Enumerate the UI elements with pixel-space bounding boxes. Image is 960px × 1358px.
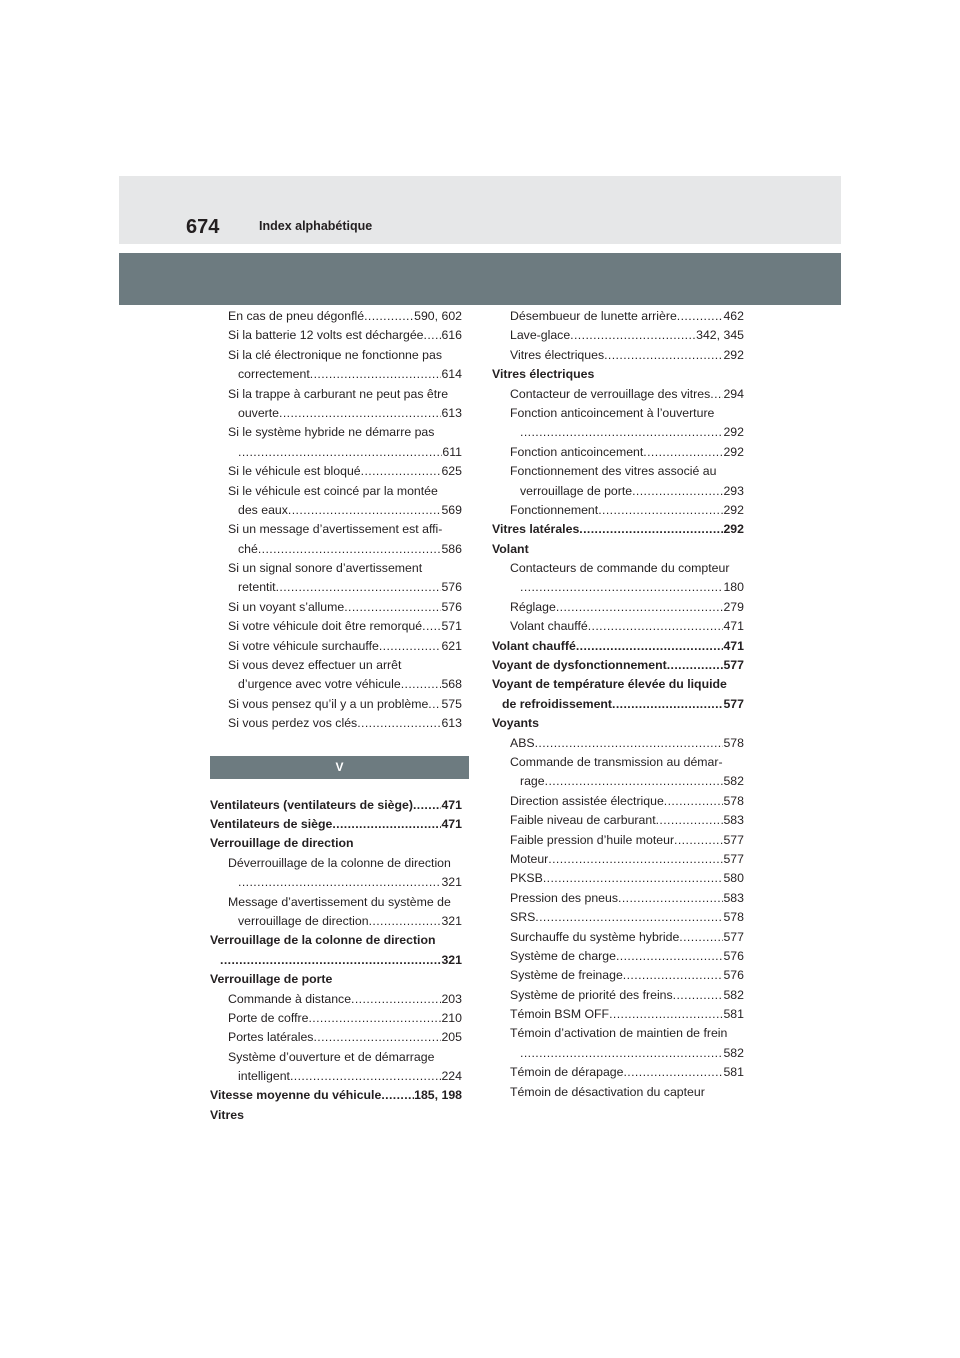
index-entry (492, 346, 744, 365)
index-entry (492, 695, 744, 714)
index-entry-page: 611 (442, 444, 462, 459)
index-entry-label: Si le système hybride ne démarre pas (228, 425, 435, 440)
index-entry-page: 321 (441, 913, 462, 928)
index-entry-page: 293 (723, 483, 744, 498)
index-entry-page: 613 (441, 405, 462, 420)
index-entry (210, 482, 462, 501)
leader-dots (351, 990, 441, 1009)
index-entry-label: Si la trappe à carburant ne peut pas être (228, 386, 449, 401)
index-entry-label: Désembueur de lunette arrière (510, 309, 677, 323)
index-entry-label: Si le véhicule est bloqué (228, 464, 361, 479)
index-list-right (492, 307, 744, 1102)
index-entry-page: 578 (723, 793, 744, 808)
index-entry-page: 576 (723, 948, 744, 963)
index-entry-label: Fonction anticoincement (510, 444, 644, 459)
index-entry-page: 576 (441, 599, 462, 614)
leader-dots (673, 986, 724, 1005)
index-entry-label: Réglage (510, 599, 556, 614)
index-list-left-bottom (210, 796, 462, 1126)
leader-dots (520, 423, 723, 442)
index-entry (210, 443, 462, 462)
index-entry (210, 346, 462, 365)
index-entry-label: Système de charge (510, 948, 616, 963)
index-entry-page: 321 (441, 875, 462, 890)
leader-dots (276, 578, 442, 597)
index-entry-label: des eaux (238, 502, 288, 517)
leader-dots (545, 772, 724, 791)
leader-dots (679, 928, 723, 947)
leader-dots (520, 1044, 723, 1063)
index-entry (492, 482, 744, 501)
index-entry-page: 203 (441, 991, 462, 1006)
index-entry-label: PKSB (510, 871, 543, 886)
index-entry-label: verrouillage de porte (520, 483, 633, 498)
index-entry (210, 462, 462, 481)
index-entry-label: Système de priorité des freins (510, 987, 673, 1002)
index-entry (492, 365, 744, 384)
index-entry-label: Contacteurs de commande du compteur (510, 561, 730, 576)
leader-dots (623, 1063, 723, 1082)
index-entry (210, 540, 462, 559)
leader-dots (710, 385, 723, 404)
index-entry (210, 520, 462, 539)
index-entry (210, 307, 462, 326)
index-entry-label: Vitres électriques (492, 367, 595, 382)
leader-dots (424, 326, 442, 345)
index-entry-label: Faible pression d’huile moteur (510, 832, 675, 847)
index-entry-page: 205 (441, 1030, 462, 1045)
index-entry-page: 613 (441, 716, 462, 731)
leader-dots (220, 951, 441, 970)
leader-dots (598, 501, 723, 520)
index-entry-label: d’urgence avec votre véhicule (238, 677, 401, 692)
index-entry (492, 869, 744, 888)
index-entry-label: Si vous perdez vos clés (228, 716, 358, 731)
index-entry (210, 912, 462, 931)
leader-dots (604, 346, 723, 365)
index-entry-page: 292 (723, 347, 744, 362)
leader-dots (428, 695, 441, 714)
leader-dots (548, 850, 723, 869)
index-entry-page: 577 (723, 696, 744, 711)
index-entry-label: Pression des pneus (510, 890, 619, 905)
index-entry-label: Portes latérales (228, 1030, 314, 1045)
index-entry-page: 568 (441, 677, 462, 692)
index-entry-label: Volant chauffé (510, 619, 588, 634)
leader-dots (258, 540, 442, 559)
index-entry (492, 928, 744, 947)
index-entry (210, 970, 462, 989)
leader-dots (361, 462, 442, 481)
index-entry-page: 577 (723, 832, 744, 847)
index-entry-label: Si la clé électronique ne fonctionne pas (228, 347, 442, 362)
index-entry (210, 796, 462, 815)
index-entry (492, 423, 744, 442)
index-entry-label: Porte de coffre (228, 1010, 309, 1025)
index-entry (492, 831, 744, 850)
index-entry-page: 471 (441, 797, 462, 812)
index-entry-page: 180 (723, 580, 744, 595)
index-entry-page: 571 (441, 619, 462, 634)
index-entry (210, 714, 462, 733)
leader-dots (570, 326, 696, 345)
index-entry-page: 577 (723, 929, 744, 944)
index-entry (492, 889, 744, 908)
index-entry-page: 577 (723, 658, 744, 673)
index-entry (210, 675, 462, 694)
index-entry (492, 1024, 744, 1043)
index-entry-label: Direction assistée électrique (510, 793, 664, 808)
index-entry-label: Si votre véhicule surchauffe (228, 638, 379, 653)
index-entry (492, 637, 744, 656)
index-entry-label: de refroidissement (502, 696, 613, 711)
index-entry-page: 583 (723, 813, 744, 828)
leader-dots (535, 908, 723, 927)
index-entry (210, 990, 462, 1009)
index-entry-label: Commande à distance (228, 991, 352, 1006)
index-entry (210, 1067, 462, 1086)
leader-dots (238, 443, 442, 462)
leader-dots (290, 1067, 442, 1086)
index-entry (492, 578, 744, 597)
index-entry (210, 951, 462, 970)
index-entry (492, 792, 744, 811)
index-entry-page: 569 (441, 502, 462, 517)
index-entry-page: 576 (723, 968, 744, 983)
index-entry (210, 1106, 462, 1125)
index-entry-label: Voyant de température élevée du liquide (492, 677, 727, 692)
index-entry (210, 1009, 462, 1028)
index-entry (492, 714, 744, 733)
index-entry (492, 1063, 744, 1082)
index-entry (210, 656, 462, 675)
index-entry-label: correctement (238, 367, 310, 382)
index-entry-page: 582 (723, 774, 744, 789)
index-entry (492, 307, 744, 326)
index-entry-label: Verrouillage de la colonne de direction (210, 933, 436, 948)
index-entry (210, 637, 462, 656)
index-entry (210, 1048, 462, 1067)
index-entry-label: Vitres électriques (510, 347, 605, 362)
leader-dots (556, 598, 724, 617)
index-entry (210, 873, 462, 892)
index-entry-label: Système d’ouverture et de démarrage (228, 1049, 435, 1064)
leader-dots (381, 1086, 414, 1105)
index-entry (492, 656, 744, 675)
index-entry-label: verrouillage de direction (238, 913, 369, 928)
index-entry (492, 1005, 744, 1024)
index-entry (210, 501, 462, 520)
index-entry (492, 908, 744, 927)
leader-dots (656, 811, 724, 830)
index-entry-page: 471 (723, 619, 744, 634)
leader-dots (543, 869, 724, 888)
leader-dots (643, 443, 723, 462)
index-entry-page: 471 (723, 638, 744, 653)
index-entry (210, 1028, 462, 1047)
index-entry-page: 578 (723, 735, 744, 750)
index-entry-label: En cas de pneu dégonflé (228, 309, 365, 323)
index-entry (210, 598, 462, 617)
index-entry-page: 210 (441, 1010, 462, 1025)
leader-dots (623, 966, 724, 985)
index-entry (210, 893, 462, 912)
index-entry-page: 342, 345 (696, 328, 744, 343)
index-entry (492, 404, 744, 423)
index-entry-page: 185, 198 (414, 1088, 462, 1103)
index-entry-label: Si votre véhicule doit être remorqué (228, 619, 423, 634)
index-entry (210, 854, 462, 873)
index-entry (210, 365, 462, 384)
leader-dots (369, 912, 442, 931)
leader-dots (357, 714, 441, 733)
index-entry (210, 1086, 462, 1105)
index-entry (210, 423, 462, 442)
leader-dots (310, 365, 442, 384)
leader-dots (667, 656, 724, 675)
index-entry-page: 582 (723, 1045, 744, 1060)
index-entry-label: Vitesse moyenne du véhicule (210, 1088, 382, 1103)
index-entry-label: Voyants (492, 716, 539, 731)
index-entry-label: Fonction anticoincement à l’ouverture (510, 405, 715, 420)
index-entry (492, 947, 744, 966)
index-entry (492, 966, 744, 985)
index-entry-label: Message d’avertissement du système de (228, 894, 451, 909)
leader-dots (308, 1009, 441, 1028)
leader-dots (618, 889, 723, 908)
index-entry-label: intelligent (238, 1069, 290, 1084)
index-entry-label: Fonctionnement (510, 502, 599, 517)
index-entry (210, 326, 462, 345)
index-entry-page: 292 (723, 444, 744, 459)
index-entry (210, 617, 462, 636)
index-entry-page: 586 (441, 541, 462, 556)
index-entry-page: 621 (441, 638, 462, 653)
leader-dots (364, 307, 414, 326)
index-entry-label: Lave-glace (510, 328, 571, 343)
leader-dots (344, 598, 441, 617)
index-entry-page: 321 (441, 952, 462, 967)
header-band (119, 253, 841, 305)
index-entry-page: 614 (441, 367, 462, 382)
index-entry-page: 292 (723, 522, 744, 537)
leader-dots (535, 734, 724, 753)
index-entry (210, 834, 462, 853)
index-entry-label: Déverrouillage de la colonne de direction (228, 855, 451, 870)
index-entry (210, 815, 462, 834)
index-entry-label: Témoin BSM OFF (510, 1007, 610, 1022)
leader-dots (279, 404, 441, 423)
index-entry-page: 616 (441, 328, 462, 343)
index-entry-label: rage (520, 774, 545, 789)
index-entry-page: 580 (723, 871, 744, 886)
header-bar (119, 176, 841, 244)
leader-dots (288, 501, 442, 520)
index-entry-label: Vitres (210, 1107, 244, 1122)
index-entry-page: 578 (723, 910, 744, 925)
index-entry-page: 292 (723, 425, 744, 440)
leader-dots (632, 482, 723, 501)
index-entry-label: Surchauffe du système hybride (510, 929, 680, 944)
index-entry-page: 582 (723, 987, 744, 1002)
index-entry (492, 986, 744, 1005)
index-entry-label: Si le véhicule est coincé par la montée (228, 483, 438, 498)
leader-dots (588, 617, 724, 636)
index-entry-label: Témoin d’activation de maintien de frein (510, 1026, 728, 1041)
index-entry (492, 617, 744, 636)
index-entry (210, 931, 462, 950)
index-entry (492, 598, 744, 617)
index-entry-label: Témoin de dérapage (510, 1065, 624, 1080)
index-entry-label: Fonctionnement des vitres associé au (510, 464, 717, 479)
index-entry-label: Volant chauffé (492, 638, 576, 653)
leader-dots (332, 815, 441, 834)
index-entry-page: 583 (723, 890, 744, 905)
index-entry-label: ABS (510, 735, 535, 750)
index-entry (492, 850, 744, 869)
index-entry-label: Si un voyant s’allume (228, 599, 345, 614)
index-entry-page: 279 (723, 599, 744, 614)
index-entry (492, 811, 744, 830)
index-entry-page: 294 (723, 386, 744, 401)
index-entry-page: 625 (441, 464, 462, 479)
index-entry-label: Ventilateurs (ventilateurs de siège) (210, 797, 413, 812)
page-number: 674 (186, 216, 220, 238)
index-entry-label: Si un signal sonore d’avertissement (228, 561, 423, 576)
index-entry (210, 559, 462, 578)
index-entry-page: 576 (441, 580, 462, 595)
index-entry-label: Commande de transmission au démar- (510, 754, 723, 769)
leader-dots (674, 831, 723, 850)
leader-dots (612, 695, 723, 714)
index-entry-label: Si la batterie 12 volts est déchargée (228, 328, 424, 343)
index-entry (492, 501, 744, 520)
index-entry-page: 590, 602 (414, 309, 462, 323)
index-entry (492, 1044, 744, 1063)
index-entry (492, 462, 744, 481)
index-list-left-top (210, 307, 462, 734)
index-entry-label: Contacteur de verrouillage des vitres (510, 386, 711, 401)
index-entry-page: 471 (441, 816, 462, 831)
index-entry-label: Vitres latérales (492, 522, 580, 537)
index-column-left (210, 307, 462, 1125)
page-title: Index alphabétique (259, 219, 373, 233)
index-entry-label: ché (238, 541, 258, 556)
index-entry-page: 581 (723, 1065, 744, 1080)
index-entry-label: Système de freinage (510, 968, 623, 983)
leader-dots (579, 520, 723, 539)
index-entry-label: retentit (238, 580, 276, 595)
index-entry (492, 675, 744, 694)
index-entry-page: 462 (723, 309, 744, 323)
index-entry-label: Si un message d’avertissement est affi- (228, 522, 443, 537)
leader-dots (379, 637, 442, 656)
index-entry-label: Moteur (510, 851, 549, 866)
index-entry-page: 577 (723, 851, 744, 866)
index-entry-label: Volant (492, 541, 529, 556)
leader-dots (413, 796, 441, 815)
index-entry (492, 520, 744, 539)
leader-dots (422, 617, 441, 636)
index-entry-page: 292 (723, 502, 744, 517)
leader-dots (677, 307, 724, 326)
index-column-right (492, 307, 744, 1102)
index-entry-label: Si vous pensez qu’il y a un problème (228, 696, 429, 711)
index-entry (492, 1083, 744, 1102)
index-entry-page: 581 (723, 1007, 744, 1022)
leader-dots (609, 1005, 723, 1024)
index-entry (210, 578, 462, 597)
index-entry (492, 540, 744, 559)
index-entry (492, 385, 744, 404)
index-entry-label: Voyant de dysfonctionnement (492, 658, 667, 673)
index-entry-label: Faible niveau de carburant (510, 813, 656, 828)
index-entry (492, 753, 744, 772)
leader-dots (576, 637, 724, 656)
index-entry-label: ouverte (238, 405, 280, 420)
index-entry (492, 443, 744, 462)
index-entry-page: 575 (441, 696, 462, 711)
index-entry-label: Verrouillage de porte (210, 972, 333, 987)
leader-dots (401, 675, 442, 694)
index-entry (210, 695, 462, 714)
index-entry-label: Si vous devez effectuer un arrêt (228, 658, 402, 673)
leader-dots (616, 947, 724, 966)
index-entry (492, 326, 744, 345)
leader-dots (238, 873, 441, 892)
leader-dots (520, 578, 723, 597)
index-entry (492, 734, 744, 753)
index-entry (210, 404, 462, 423)
index-entry-label: SRS (510, 910, 536, 925)
index-entry-page: 224 (441, 1069, 462, 1084)
leader-dots (313, 1028, 441, 1047)
index-entry-label: Ventilateurs de siège (210, 816, 333, 831)
section-header-v: V (210, 756, 469, 779)
index-entry (492, 772, 744, 791)
index-entry-label: Verrouillage de direction (210, 836, 354, 851)
leader-dots (664, 792, 724, 811)
index-entry-label: Témoin de désactivation du capteur (510, 1084, 705, 1099)
index-entry (210, 385, 462, 404)
index-entry (492, 559, 744, 578)
